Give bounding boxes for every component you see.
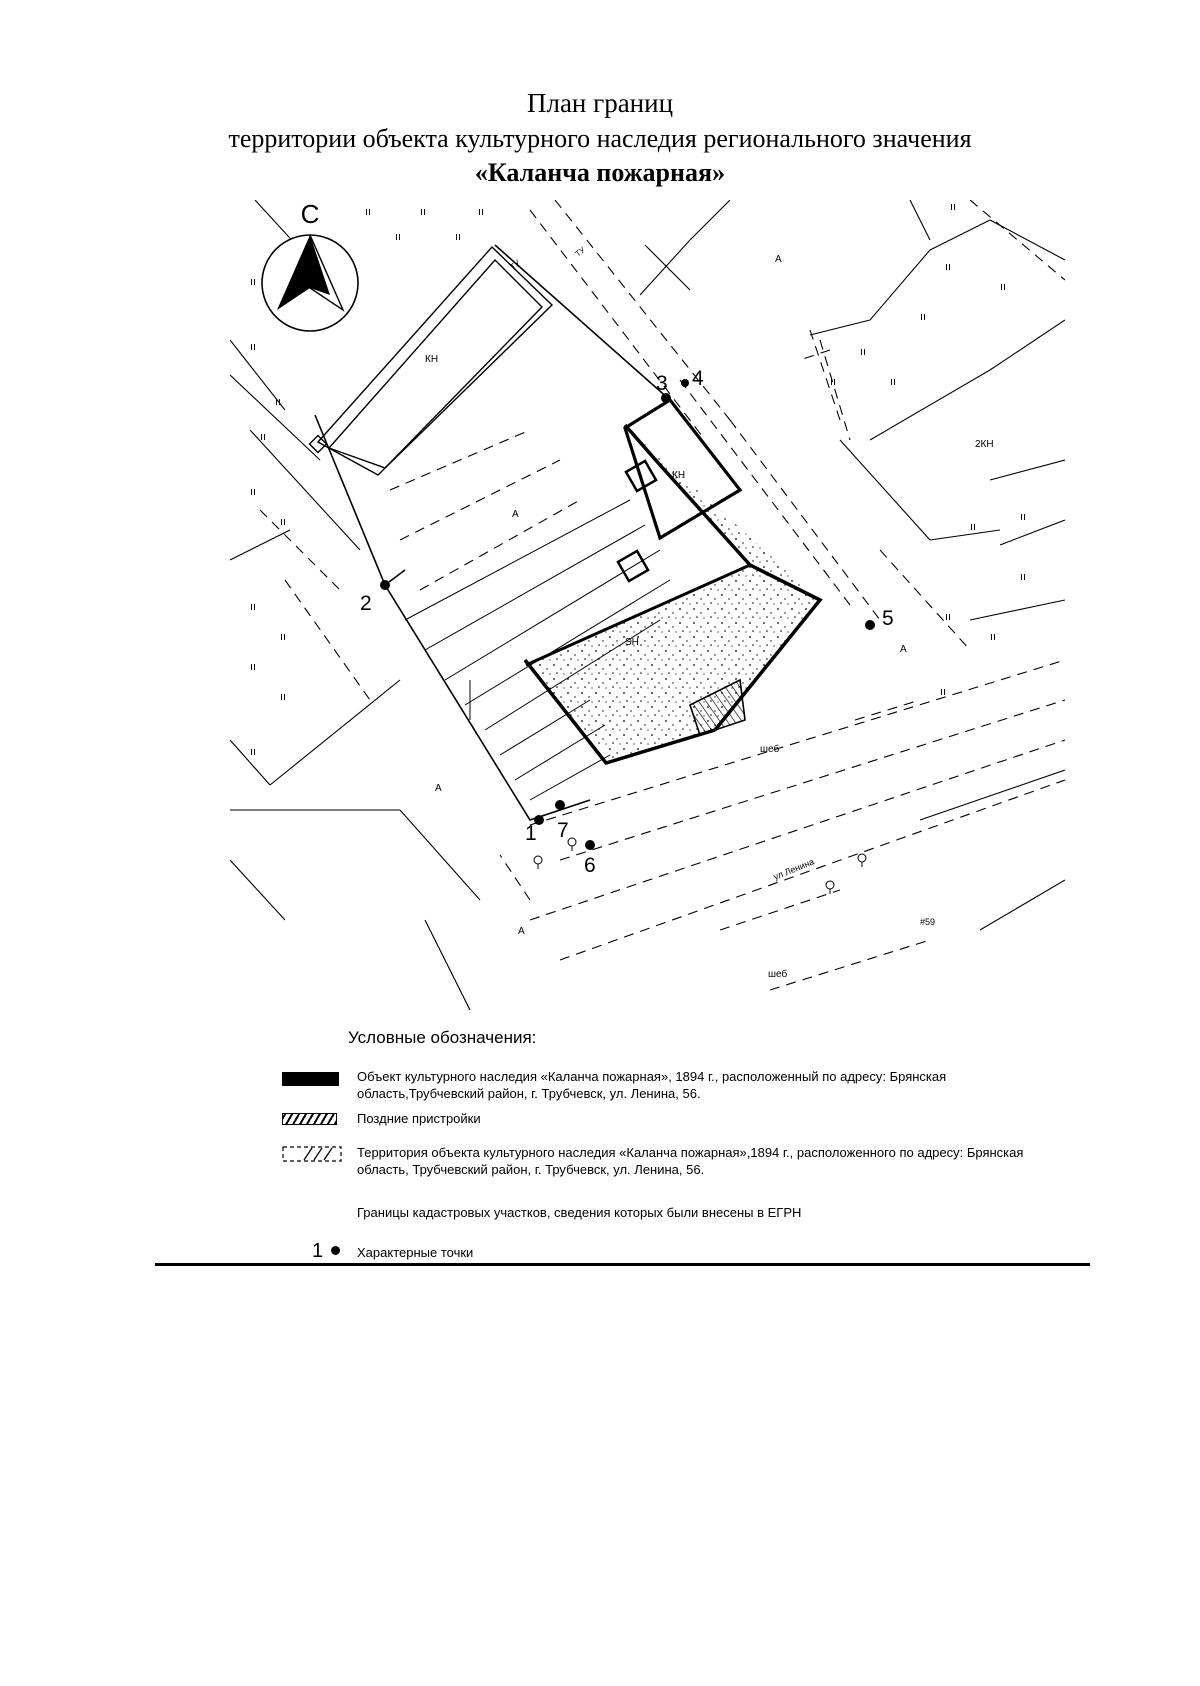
svg-text:ıı: ıı <box>945 261 952 273</box>
svg-text:ıı: ıı <box>420 206 427 218</box>
north-label: С <box>300 200 320 229</box>
plan-title-line1: План границ <box>526 88 674 118</box>
svg-text:ıı: ıı <box>280 691 287 703</box>
point-label-4: 4 <box>692 367 704 390</box>
zone-label-sn: SН <box>625 637 639 648</box>
svg-text:ıı: ıı <box>950 201 957 213</box>
plan-title-object-name: «Каланча пожарная» <box>474 158 726 187</box>
plan-title-line2: территории объекта культурного наследия регионального значения <box>228 124 972 153</box>
zone-label-kn-upper: КН <box>425 354 439 365</box>
point-label-3: 3 <box>656 372 668 395</box>
point-label-5: 5 <box>882 607 894 630</box>
svg-text:ıı: ıı <box>830 376 837 388</box>
legend-text-object: Объект культурного наследия «Каланча пожарная», 1894 г., расположенный по адресу: Брянская область,Трубчевский район, г. Трубчевск, ул. Ленина, 56. <box>357 1069 947 1101</box>
legend-text-points: Характерные точки <box>357 1245 474 1260</box>
point-label-6: 6 <box>584 854 596 877</box>
zone-label-shb: шеб <box>760 744 780 755</box>
svg-text:ıı: ıı <box>860 346 867 358</box>
heritage-object <box>525 400 820 763</box>
svg-text:ıı: ıı <box>395 231 402 243</box>
zone-label-a-bottom: А <box>518 926 525 937</box>
legend-symbol-territory <box>282 1146 342 1162</box>
svg-text:ıı: ıı <box>250 486 257 498</box>
svg-text:ıı: ıı <box>250 341 257 353</box>
zone-label-2kn: 2КН <box>975 439 994 450</box>
svg-text:ıı: ıı <box>250 276 257 288</box>
dashed-boundaries <box>260 200 1065 990</box>
svg-text:ıı: ıı <box>890 376 897 388</box>
boundary-map <box>230 200 1065 1010</box>
legend-symbol-object <box>282 1072 339 1086</box>
svg-text:ıı: ıı <box>1020 511 1027 523</box>
zone-label-kn-mid: КН <box>672 470 686 481</box>
north-arrow <box>262 200 358 331</box>
svg-text:ıı: ıı <box>250 746 257 758</box>
zone-label-shb-bottom: шеб <box>768 969 788 980</box>
svg-text:ıı: ıı <box>250 601 257 613</box>
legend-title: Условные обозначения: <box>348 1028 537 1047</box>
legend-text-late-annex: Поздние пристройки <box>357 1111 481 1126</box>
label-ty-1: ТУ <box>508 258 522 272</box>
svg-text:ıı: ıı <box>260 431 267 443</box>
svg-text:ıı: ıı <box>1020 571 1027 583</box>
svg-text:ıı: ıı <box>920 311 927 323</box>
svg-text:ıı: ıı <box>250 661 257 673</box>
zone-label-a-right: А <box>900 644 907 655</box>
zone-label-a-left: А <box>435 783 442 794</box>
zone-label-a-mid: А <box>512 509 519 520</box>
point-label-1: 1 <box>525 822 537 845</box>
point-label-2: 2 <box>360 592 372 615</box>
cadastral-lines <box>230 200 1065 1010</box>
svg-text:ıı: ıı <box>280 631 287 643</box>
legend-point-number: 1 <box>312 1240 324 1262</box>
zone-label-a-top: А <box>775 254 782 265</box>
svg-text:ıı: ıı <box>455 231 462 243</box>
svg-text:ıı: ıı <box>365 206 372 218</box>
svg-text:ıı: ıı <box>280 516 287 528</box>
point-label-7: 7 <box>557 819 569 842</box>
svg-text:ıı: ıı <box>990 631 997 643</box>
legend-point-dot <box>331 1246 340 1255</box>
legend-text-cadastral: Границы кадастровых участков, сведения которых были внесены в ЕГРН <box>357 1205 802 1220</box>
svg-text:ıı: ıı <box>275 396 282 408</box>
svg-text:ıı: ıı <box>478 206 485 218</box>
legend-symbol-late-annex <box>282 1113 337 1125</box>
svg-text:ıı: ıı <box>970 521 977 533</box>
label-ty-2: ТУ <box>573 245 587 259</box>
svg-text:ıı: ıı <box>945 611 952 623</box>
svg-text:ıı: ıı <box>1000 281 1007 293</box>
street-label: ул Ленина <box>772 856 816 882</box>
house-number-label: #59 <box>920 917 936 927</box>
svg-text:ıı: ıı <box>940 686 947 698</box>
bottom-rule <box>155 1263 1090 1266</box>
legend-text-territory: Территория объекта культурного наследия «Каланча пожарная»,1894 г., расположенного по адресу: Брянская область, Трубчевский район, г. Трубчевск, ул. Ленина, 56. <box>357 1145 1024 1177</box>
